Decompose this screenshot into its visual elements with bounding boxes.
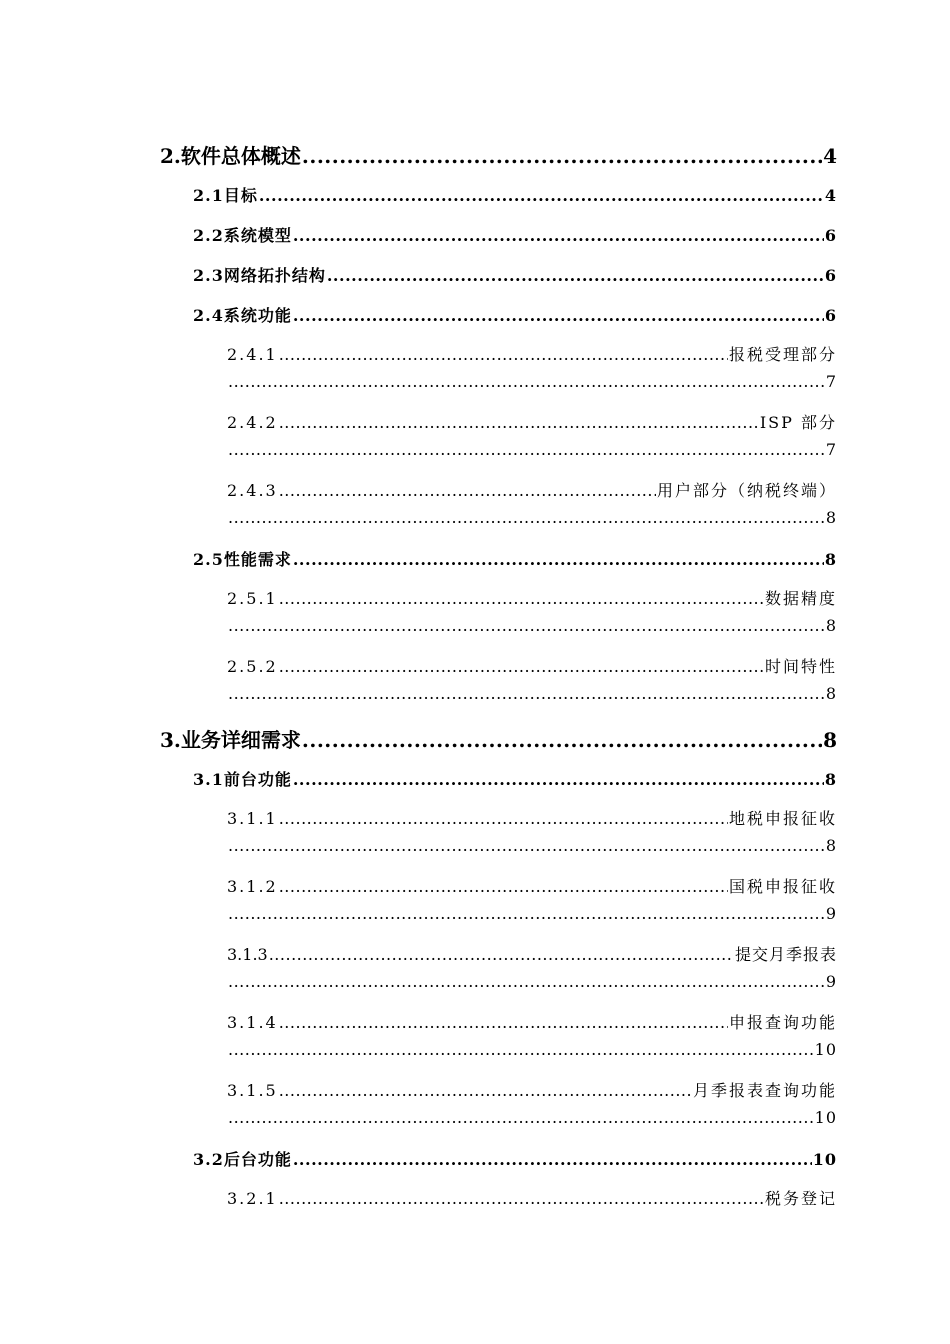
toc-title: 申报查询功能 (728, 1013, 837, 1032)
toc-entry-2-4-1[interactable] (227, 342, 837, 365)
toc-page-number: 7 (825, 440, 837, 459)
dot-leader (279, 1081, 692, 1100)
dot-leader (279, 413, 759, 432)
toc-number: 2.4.2 (227, 413, 278, 432)
dot-leader (228, 684, 825, 703)
dot-leader (279, 481, 656, 500)
dot-leader (228, 904, 825, 923)
toc-entry-3-1-2-page-line (227, 904, 837, 923)
dot-leader (293, 550, 824, 569)
toc-page-number: 8 (824, 550, 837, 569)
toc-entry-2-1[interactable] (193, 183, 837, 206)
dot-leader (293, 306, 824, 325)
toc-title: 用户部分（纳税终端） (656, 481, 837, 500)
toc-number: 2.2 (193, 226, 224, 245)
toc-number: 2.5.1 (227, 589, 278, 608)
toc-title: 地税申报征收 (728, 809, 837, 828)
toc-entry-2-4-3-page-line (227, 508, 837, 527)
toc-title: ISP 部分 (759, 413, 837, 432)
toc-title: 提交月季报表 (734, 945, 837, 964)
toc-entry-2-4-1-page-line (227, 372, 837, 391)
toc-entry-2-4-2-page-line (227, 440, 837, 459)
dot-leader (279, 1013, 728, 1032)
toc-page-number: 4 (824, 186, 837, 205)
toc-title: 税务登记 (764, 1189, 837, 1208)
toc-title: 网络拓扑结构 (223, 266, 326, 285)
toc-entry-2-5[interactable] (193, 547, 837, 570)
toc-page-number: 8 (823, 728, 837, 752)
toc-page-number: 10 (814, 1108, 837, 1127)
dot-leader (228, 1040, 814, 1059)
toc-entry-3-1-5-page-line (227, 1108, 837, 1127)
toc-number: 3.1.1 (227, 809, 278, 828)
toc-title: 前台功能 (223, 770, 292, 789)
toc-number: 3.1.5 (227, 1081, 278, 1100)
dot-leader (228, 1108, 814, 1127)
toc-entry-2-3[interactable] (193, 263, 837, 286)
dot-leader (279, 877, 728, 896)
dot-leader (279, 809, 728, 828)
toc-title: 系统模型 (223, 226, 292, 245)
toc-page-number: 8 (824, 770, 837, 789)
dot-leader (228, 836, 825, 855)
toc-title: 报税受理部分 (728, 345, 837, 364)
toc-entry-3-1-4-page-line (227, 1040, 837, 1059)
toc-number: 2.4.1 (227, 345, 278, 364)
toc-number: 3.1.2 (227, 877, 278, 896)
dot-leader (279, 345, 728, 364)
toc-number: 3.1.4 (227, 1013, 278, 1032)
toc-number: 2.4.3 (227, 481, 278, 500)
toc-entry-2-5-1-page-line (227, 616, 837, 635)
toc-number: 3.2.1 (227, 1189, 278, 1208)
dot-leader (279, 1189, 764, 1208)
toc-title: 月季报表查询功能 (692, 1081, 837, 1100)
toc-page-number: 9 (825, 972, 837, 991)
toc-number: 2.4 (193, 306, 224, 325)
toc-entry-2-4-2[interactable] (227, 410, 837, 433)
toc-title: 软件总体概述 (180, 144, 301, 168)
toc-page-number: 7 (825, 372, 837, 391)
toc-entry-3-1-3[interactable] (227, 942, 837, 965)
toc-entry-3-2[interactable] (193, 1147, 837, 1170)
toc-entry-2[interactable] (160, 140, 837, 169)
toc-title: 系统功能 (223, 306, 292, 325)
toc-page-number: 8 (825, 508, 837, 527)
toc-page-number: 8 (825, 836, 837, 855)
toc-entry-3-1-3-page-line (227, 972, 837, 991)
toc-entry-3-1[interactable] (193, 767, 837, 790)
toc-page-number: 6 (824, 226, 837, 245)
toc-entry-2-5-2-page-line (227, 684, 837, 703)
dot-leader (327, 266, 824, 285)
toc-number: 3.1 (193, 770, 224, 789)
dot-leader (228, 440, 825, 459)
dot-leader (302, 144, 822, 168)
toc-entry-3-1-5[interactable] (227, 1078, 837, 1101)
toc-number: 2.5.2 (227, 657, 278, 676)
toc-title: 业务详细需求 (180, 728, 301, 752)
dot-leader (293, 226, 824, 245)
dot-leader (228, 616, 825, 635)
dot-leader (302, 728, 822, 752)
toc-entry-3[interactable] (160, 724, 837, 753)
toc-entry-2-5-1[interactable] (227, 586, 837, 609)
toc-title: 后台功能 (223, 1150, 292, 1169)
toc-number: 2.3 (193, 266, 224, 285)
dot-leader (279, 589, 764, 608)
dot-leader (228, 508, 825, 527)
toc-number: 2.5 (193, 550, 224, 569)
toc-entry-3-1-4[interactable] (227, 1010, 837, 1033)
toc-entry-2-5-2[interactable] (227, 654, 837, 677)
toc-page-number: 8 (825, 616, 837, 635)
toc-entry-3-1-1[interactable] (227, 806, 837, 829)
toc-title: 时间特性 (764, 657, 837, 676)
toc-page-number: 10 (812, 1150, 837, 1169)
dot-leader (269, 945, 734, 964)
toc-number: 2.1 (193, 186, 224, 205)
dot-leader (259, 186, 824, 205)
dot-leader (293, 770, 824, 789)
toc-entry-2-4[interactable] (193, 303, 837, 326)
toc-page-number: 9 (825, 904, 837, 923)
dot-leader (228, 372, 825, 391)
toc-number: 3. (160, 728, 181, 752)
toc-page-number: 10 (814, 1040, 837, 1059)
dot-leader (279, 657, 764, 676)
toc-entry-3-2-1[interactable] (227, 1186, 837, 1209)
toc-page-number: 8 (825, 684, 837, 703)
toc-page-number: 4 (823, 144, 837, 168)
dot-leader (228, 972, 825, 991)
toc-page-number: 6 (824, 306, 837, 325)
toc-title: 性能需求 (223, 550, 292, 569)
toc-title: 数据精度 (764, 589, 837, 608)
toc-entry-3-1-2[interactable] (227, 874, 837, 897)
toc-number: 3.1.3 (227, 945, 268, 964)
toc-number: 2. (160, 144, 181, 168)
toc-number: 3.2 (193, 1150, 224, 1169)
toc-entry-3-1-1-page-line (227, 836, 837, 855)
toc-title: 目标 (223, 186, 258, 205)
toc-entry-2-2[interactable] (193, 223, 837, 246)
toc-page-number: 6 (824, 266, 837, 285)
dot-leader (293, 1150, 812, 1169)
toc-title: 国税申报征收 (728, 877, 837, 896)
toc-entry-2-4-3[interactable] (227, 478, 837, 501)
